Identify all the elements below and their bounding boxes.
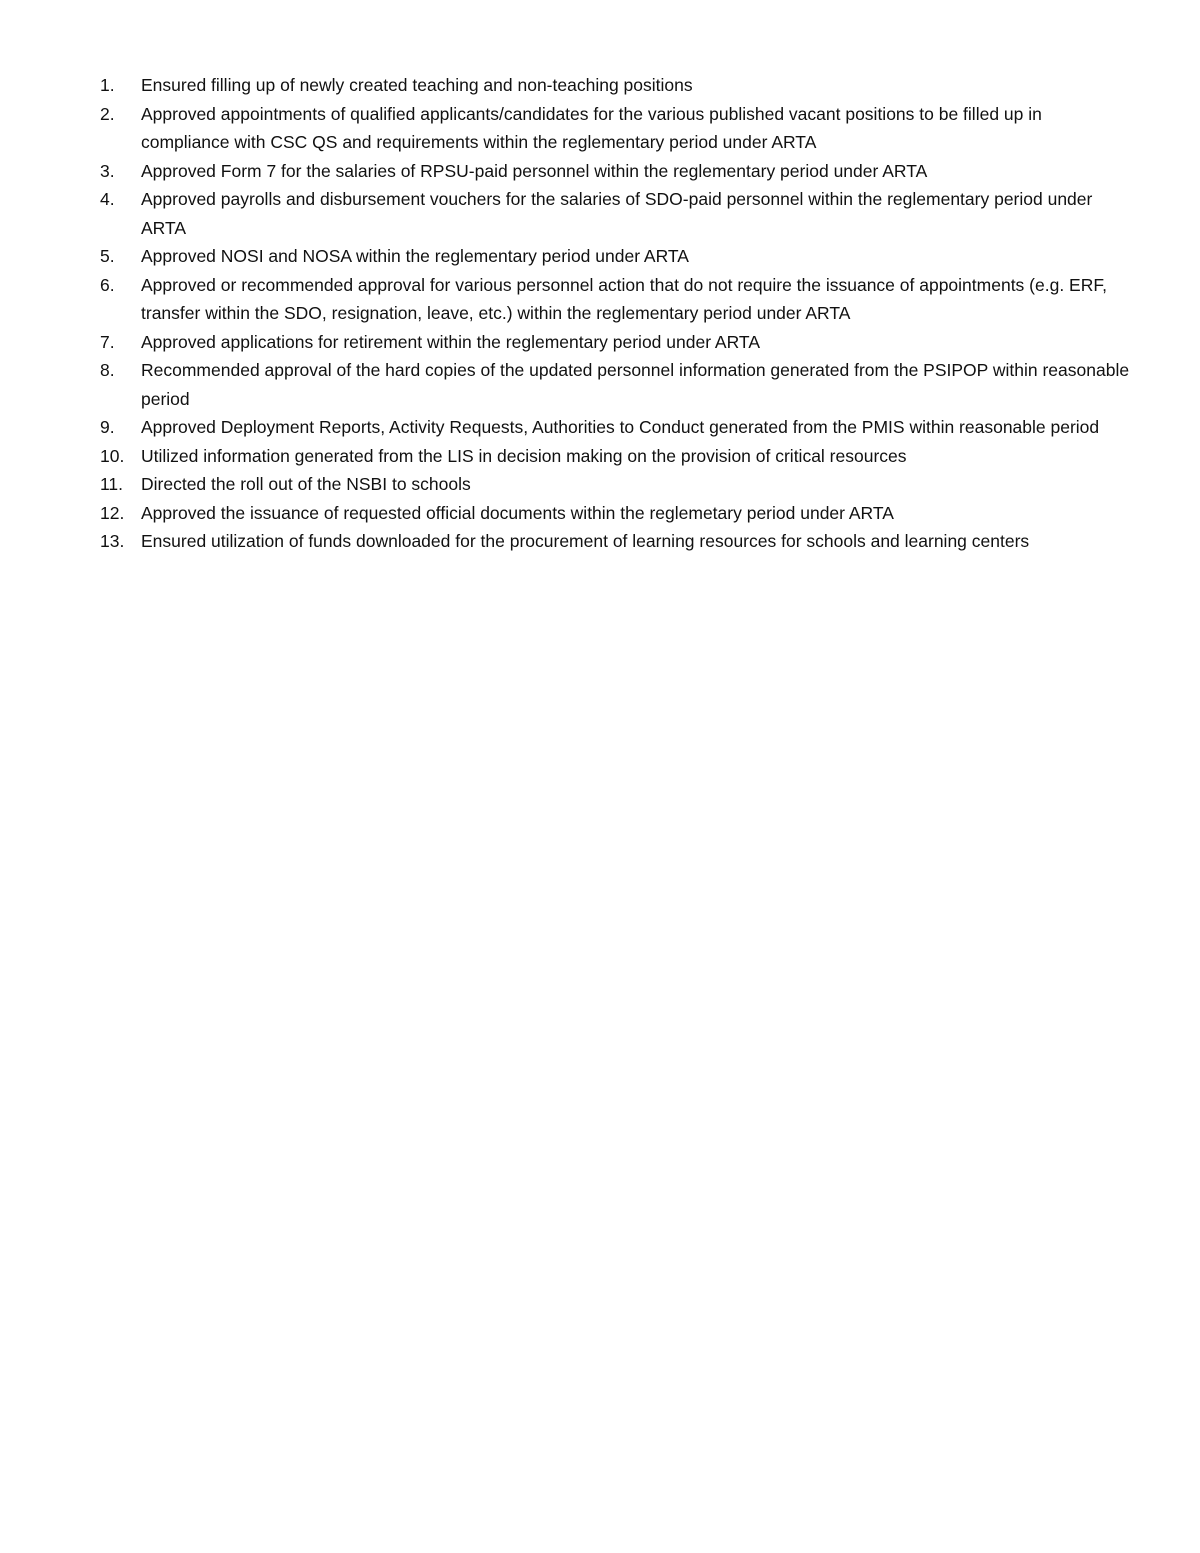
item-number: 7. [100, 331, 115, 352]
item-number: 12. [100, 502, 125, 523]
item-text: Approved applications for retirement within the reglementary period under ARTA [141, 331, 760, 352]
list-item [100, 242, 1130, 271]
item-text: Approved NOSI and NOSA within the reglementary period under ARTA [141, 246, 689, 266]
item-text: Ensured utilization of funds downloaded for the procurement of learning resources for schools and learning centers [141, 531, 1030, 551]
list-item [100, 527, 1130, 556]
item-text: Approved or recommended approval for various personnel action that do not require the issuance of appointments (e.g. ERF, transfer within the SDO, resignation, leave, etc.) within the reglementary period under ARTA [141, 274, 1107, 323]
item-text: Approved payrolls and disbursement vouchers for the salaries of SDO-paid personnel within the reglementary period under ARTA [141, 189, 1093, 238]
list-item [100, 71, 1130, 100]
item-text: Approved the issuance of requested official documents within the reglemetary period under ARTA [141, 502, 894, 523]
item-text: Approved appointments of qualified applicants/candidates for the various published vacant positions to be filled up in compliance with CSC QS and requirements within the reglementary period under ARTA [141, 103, 1042, 152]
list-item [100, 413, 1130, 442]
list-item [100, 185, 1130, 242]
item-number: 9. [100, 417, 115, 437]
item-text: Ensured filling up of newly created teaching and non-teaching positions [141, 75, 693, 95]
list-item [100, 328, 1130, 357]
item-number: 4. [100, 189, 115, 209]
item-number: 3. [100, 160, 115, 181]
item-number: 1. [100, 75, 115, 95]
item-text: Utilized information generated from the LIS in decision making on the provision of critical resources [141, 445, 907, 466]
item-number: 13. [100, 531, 125, 551]
item-number: 11. [100, 474, 124, 494]
item-text: Directed the roll out of the NSBI to schools [141, 474, 471, 494]
list-item [100, 271, 1130, 328]
list-item [100, 470, 1130, 499]
item-text: Recommended approval of the hard copies of the updated personnel information generated from the PSIPOP within reasonable period [141, 360, 1130, 409]
list-item [100, 356, 1130, 413]
list-item [100, 157, 1130, 186]
list-item [100, 442, 1130, 471]
item-text: Approved Deployment Reports, Activity Requests, Authorities to Conduct generated from the PMIS within reasonable period [141, 417, 1100, 437]
item-number: 6. [100, 274, 115, 295]
item-number: 10. [100, 445, 125, 466]
item-number: 5. [100, 246, 115, 266]
item-number: 2. [100, 103, 115, 124]
list-item [100, 100, 1130, 157]
accomplishment-list [100, 71, 1130, 556]
list-item [100, 499, 1130, 528]
item-number: 8. [100, 360, 115, 380]
item-text: Approved Form 7 for the salaries of RPSU-paid personnel within the reglementary period under ARTA [141, 160, 928, 181]
